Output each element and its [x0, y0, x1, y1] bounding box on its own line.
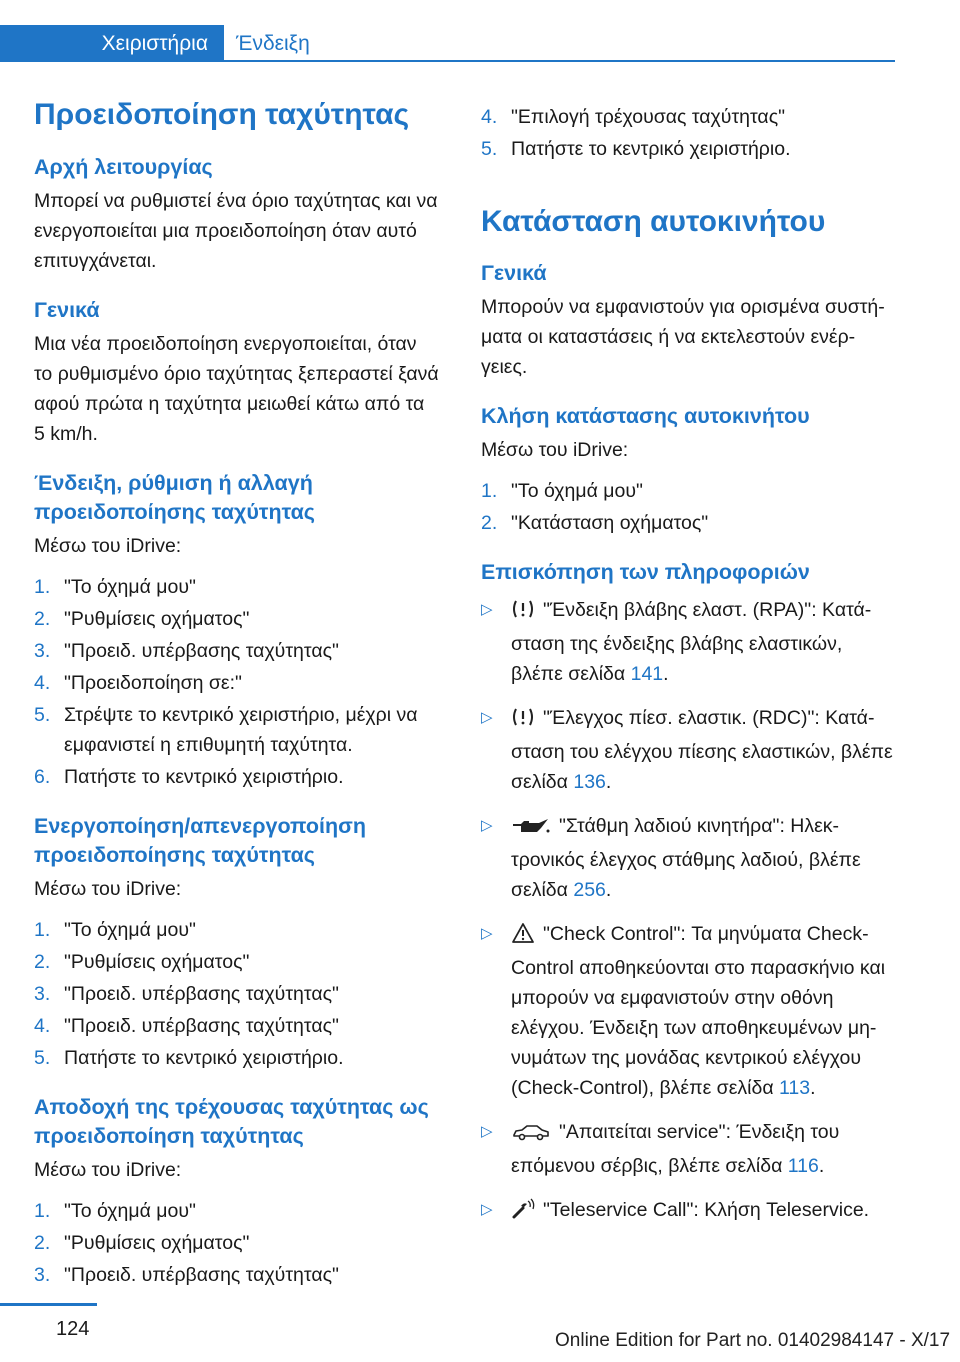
header-subsection: Ένδειξη [236, 31, 310, 55]
bullet-marker: ▷ [481, 601, 493, 619]
footer-rule [0, 1303, 97, 1306]
header-rule [224, 60, 895, 62]
list-item: ▷ "Teleservice Call": Κλήση Teleservice. [481, 1195, 896, 1229]
continued-steps [481, 102, 896, 164]
list-item: 5. Πατήστε το κεντρικό χειριστήριο. [481, 138, 791, 160]
accept-speed-steps [34, 1196, 439, 1290]
activate-steps [34, 915, 439, 1073]
page-number: 124 [56, 1318, 90, 1340]
list-item: ▷ "Ένδειξη βλάβης ελαστ. (RPA)": Κατά‐σταση της ένδειξης βλάβης ελαστικών, βλέπε σελίδα 141. [481, 595, 896, 689]
service-car-icon [511, 1121, 551, 1151]
call-status-steps [481, 476, 896, 538]
section-title: Κατάσταση αυτοκινήτου [481, 205, 826, 238]
page-link[interactable]: 116 [787, 1155, 819, 1178]
list-item: 4. "Προειδ. υπέρβασης ταχύτητας" [34, 1015, 339, 1038]
heading-principle: Αρχή λειτουργίας [34, 155, 213, 179]
principle-text: Μπορεί να ρυθμιστεί ένα όριο ταχύτητας και να ενεργοποιείται μια προειδοποίηση όταν αυτό επιτυγχάνεται. [34, 190, 438, 273]
tire-warning-icon [511, 598, 535, 629]
oil-can-icon [511, 815, 551, 845]
header-section-tab: Χειριστήρια [0, 25, 224, 62]
list-item: 2. "Ρυθμίσεις οχήματος" [34, 1232, 250, 1255]
bullet-marker: ▷ [481, 1201, 493, 1219]
list-item: ▷ "Έλεγχος πίεσ. ελαστικ. (RDC)": Κατά‐σταση του ελέγχου πίεσης ελαστικών, βλέπε σελίδα 136. [481, 703, 896, 797]
list-item: 3. "Προειδ. υπέρβασης ταχύτητας" [34, 1264, 339, 1287]
heading-general-2: Γενικά [481, 261, 547, 285]
list-item: 5. Στρέψτε το κεντρικό χειριστήριο, μέχρι να εμφανιστεί η επιθυμητή ταχύτητα. [34, 704, 418, 757]
display-set-steps [34, 572, 439, 792]
page-link[interactable]: 113 [779, 1077, 811, 1100]
overview-list [481, 595, 896, 1229]
list-item: 1. "Το όχημά μου" [34, 919, 196, 942]
bullet-marker: ▷ [481, 1123, 493, 1141]
teleservice-icon [511, 1198, 535, 1229]
list-item: 1. "Το όχημά μου" [481, 480, 643, 503]
bullet-marker: ▷ [481, 925, 493, 943]
list-item: 1. "Το όχημά μου" [34, 576, 196, 599]
list-item: ▷ "Απαιτείται service": Ένδειξη του επόμενου σέρβις, βλέπε σελίδα 116. [481, 1117, 896, 1181]
tire-warning-icon [511, 706, 535, 737]
page-header [0, 0, 895, 62]
heading-display-set: Ένδειξη, ρύθμιση ή αλλαγή προειδοποίησης ταχύτητας [34, 471, 315, 525]
bullet-marker: ▷ [481, 709, 493, 727]
list-item: 4. "Επιλογή τρέχουσας ταχύτητας" [481, 106, 786, 128]
list-item: 3. "Προειδ. υπέρβασης ταχύτητας" [34, 640, 339, 663]
list-item: 3. "Προειδ. υπέρβασης ταχύτητας" [34, 983, 339, 1006]
page-link[interactable]: 256 [573, 879, 606, 902]
warning-triangle-icon [511, 922, 535, 953]
right-column [481, 102, 896, 1229]
list-item: 2. "Κατάσταση οχήματος" [481, 512, 709, 535]
general-2-text: Μπορούν να εμφανιστούν για ορισμένα συστή‐ματα οι καταστάσεις ή να εκτελεστούν ενέρ‐γειες. [481, 296, 885, 379]
heading-call-status: Κλήση κατάστασης αυτοκινήτου [481, 404, 810, 429]
bullet-marker: ▷ [481, 817, 493, 835]
list-item: 4. "Προειδοποίηση σε:" [34, 672, 242, 695]
display-set-intro: Μέσω του iDrive: [34, 535, 182, 558]
heading-general: Γενικά [34, 298, 100, 323]
list-item: 5. Πατήστε το κεντρικό χειριστήριο. [34, 1047, 344, 1070]
list-item: 1. "Το όχημά μου" [34, 1200, 196, 1223]
list-item: 2. "Ρυθμίσεις οχήματος" [34, 608, 250, 631]
page-link[interactable]: 141 [630, 663, 664, 686]
list-item: 6. Πατήστε το κεντρικό χειριστήριο. [34, 766, 344, 789]
heading-accept-speed: Αποδοχή της τρέχουσας ταχύτητας ως προειδοποίηση ταχύτητας [34, 1095, 429, 1149]
left-column [34, 95, 439, 1290]
page-link[interactable]: 136 [573, 771, 606, 794]
general-text: Μια νέα προειδοποίηση ενεργοποιείται, όταν το ρυθμισμένο όριο ταχύτητας ξεπεραστεί ξανά αφού πρώτα η ταχύτητα μειωθεί κάτω από τα 5 km/h. [34, 333, 439, 446]
edition-note: Online Edition for Part no. 01402984147 - X/17 [555, 1330, 951, 1351]
list-item: ▷ "Στάθμη λαδιού κινητήρα": Ηλεκ‐τρονικός έλεγχος στάθμης λαδιού, βλέπε σελίδα 256. [481, 811, 896, 905]
page-title: Προειδοποίηση ταχύτητας [34, 98, 410, 131]
call-status-intro: Μέσω του iDrive: [481, 439, 629, 462]
activate-intro: Μέσω του iDrive: [34, 878, 182, 901]
heading-activate: Ενεργοποίηση/απενεργοποίηση προειδοποίησης ταχύτητας [34, 814, 366, 868]
list-item: 2. "Ρυθμίσεις οχήματος" [34, 951, 250, 974]
accept-speed-intro: Μέσω του iDrive: [34, 1159, 182, 1182]
heading-overview: Επισκόπηση των πληροφοριών [481, 560, 810, 585]
list-item: ▷ "Check Control": Τα μηνύματα Check-Control αποθηκεύονται στο παρασκήνιο και μπορούν να εμφανιστούν στην οθόνη ελέγχου. Ένδειξη των αποθηκευμένων μη‐νυμάτων της μονάδας κεντρικού ελέγχου (Check-Control), βλέπε σελίδα 113. [481, 919, 896, 1103]
